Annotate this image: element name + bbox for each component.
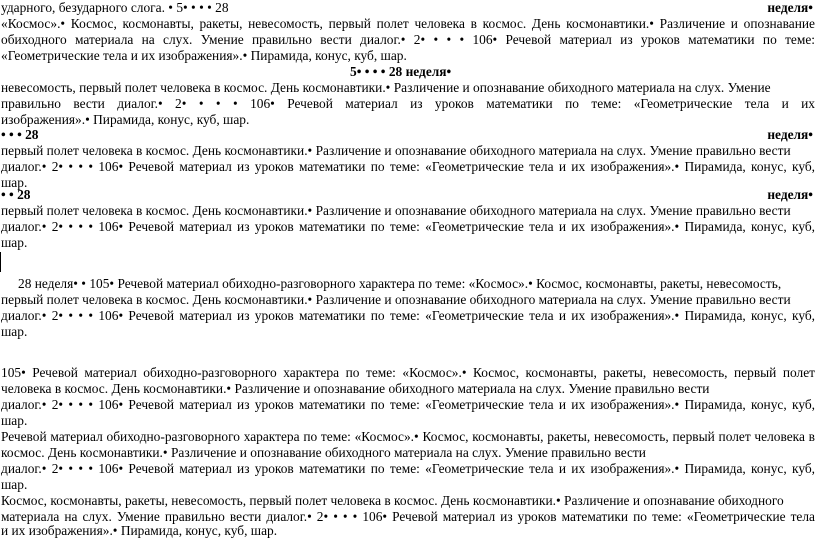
week-heading: 5• • • • 28 неделя• — [350, 64, 452, 79]
text-line: космос. День космонавтики.• Различение и опознавание обиходного материала на слух. Умение правильно вести — [1, 445, 646, 460]
week-label: неделя• — [767, 127, 813, 142]
text-line: диалог.• 2• • • • 106• Речевой материал из уроков математики по теме: «Геометрические тела и их изображения».• Пирамида, конус, куб, — [1, 219, 815, 234]
text-line: шар. — [1, 324, 28, 339]
line-text: ударного, безударного слога. • 5• • • • 28 — [1, 0, 229, 15]
margin-rule — [0, 252, 1, 272]
text-line: Космос, космонавты, ракеты, невесомость, первый полет человека в космос. День космонавтики.• Различение и опознавание обиходного — [1, 493, 784, 508]
text-line: первый полет человека в космос. День космонавтики.• Различение и опознавание обиходного материала на слух. Умение правильно вести — [1, 143, 791, 158]
text-line: диалог.• 2• • • • 106• Речевой материал из уроков математики по теме: «Геометрические тела и их изображения».• Пирамида, конус, куб, — [1, 308, 815, 323]
text-line: обиходного материала на слух. Умение правильно вести диалог.• 2• • • • 106• Речевой материал из уроков математики по теме: — [1, 32, 815, 47]
text-line: диалог.• 2• • • • 106• Речевой материал из уроков математики по теме: «Геометрические тела и их изображения».• Пирамида, конус, куб, — [1, 397, 815, 412]
week-label: неделя• — [767, 187, 813, 202]
text-line: шар. — [1, 235, 28, 250]
text-line: шар. — [1, 477, 28, 492]
text-line: невесомость, первый полет человека в космос. День космонавтики.• Различение и опознавание обиходного материала на слух. Умение — [1, 80, 771, 95]
text-line — [18, 276, 781, 292]
week-heading: • • 28 — [1, 187, 31, 202]
text-line: правильно вести диалог.• 2• • • • 106• Речевой материал из уроков математики по теме: «Геометрические тела и их — [1, 96, 815, 111]
text-line: изображения».• Пирамида, конус, куб, шар. — [1, 112, 250, 127]
text-line: материала на слух. Умение правильно вести диалог.• 2• • • • 106• Речевой материал из уроков математики по теме: «Геометрические тела — [1, 509, 815, 524]
text-line: «Геометрические тела и их изображения».• Пирамида, конус, куб, шар. — [1, 48, 407, 63]
text-line: первый полет человека в космос. День космонавтики.• Различение и опознавание обиходного материала на слух. Умение правильно вести — [1, 203, 791, 218]
text-line: 105• Речевой материал обиходно-разговорного характера по теме: «Космос».• Космос, космонавты, ракеты, невесомость, первый полет — [1, 365, 815, 380]
text-line: «Космос».• Космос, космонавты, ракеты, невесомость, первый полет человека в космос. День космонавтики.• Различение и опознавание — [1, 16, 815, 31]
text-line: шар. — [1, 413, 28, 428]
text-line — [1, 0, 229, 16]
text-line: первый полет человека в космос. День космонавтики.• Различение и опознавание обиходного материала на слух. Умение правильно вести — [1, 292, 791, 307]
text-line: шар. — [1, 175, 28, 190]
text-line: диалог.• 2• • • • 106• Речевой материал из уроков математики по теме: «Геометрические тела и их изображения».• Пирамида, конус, куб, — [1, 461, 815, 476]
text-line: человека в космос. День космонавтики.• Различение и опознавание обиходного материала на слух. Умение правильно вести — [1, 381, 710, 396]
line-text: 28 неделя• • 105• Речевой материал обиходно-разговорного характера по теме: «Космос».• Космос, космонавты, ракеты, невесомость, — [18, 276, 782, 291]
week-heading: • • • 28 — [1, 127, 39, 142]
week-label: неделя• — [767, 0, 813, 15]
text-line: и их изображения».• Пирамида, конус, куб, шар. — [1, 523, 278, 538]
text-line: диалог.• 2• • • • 106• Речевой материал из уроков математики по теме: «Геометрические тела и их изображения».• Пирамида, конус, куб, — [1, 159, 815, 174]
text-line: Речевой материал обиходно-разговорного характера по теме: «Космос».• Космос, космонавты, ракеты, невесомость, первый полет человека в — [1, 429, 815, 444]
